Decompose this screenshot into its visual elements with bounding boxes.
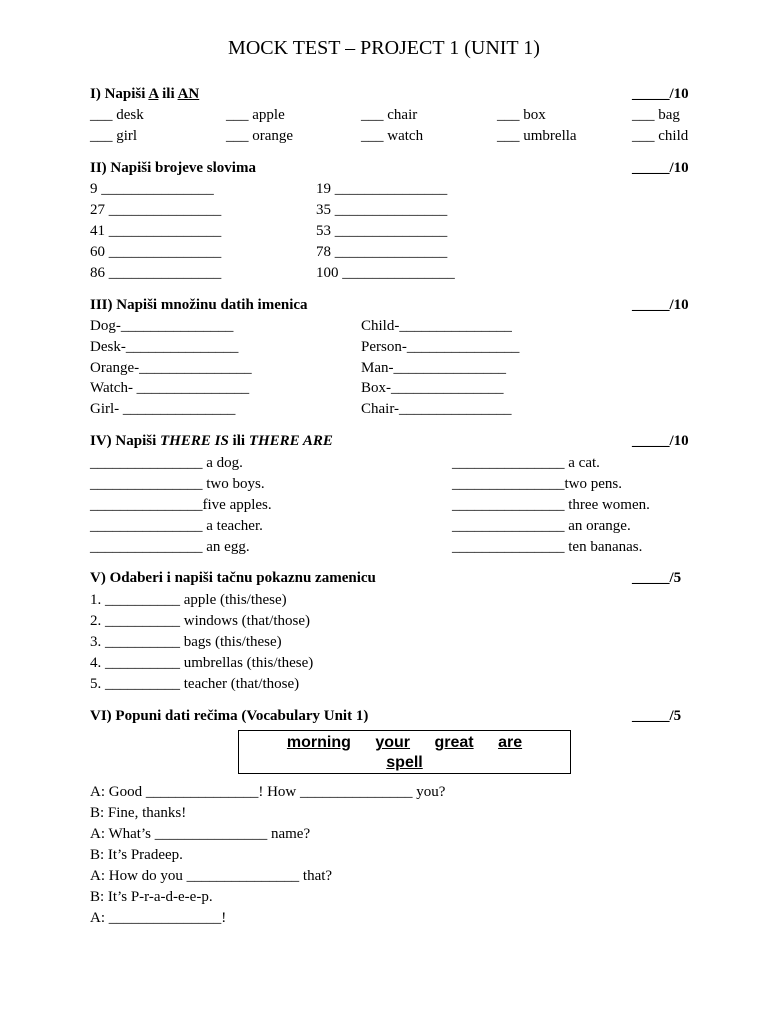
- section-4-mid: ili: [228, 433, 249, 449]
- section-3-score: _____/10: [632, 297, 689, 313]
- section-6-heading: VI) Popuni dati rečima (Vocabulary Unit 1): [90, 708, 369, 724]
- number-item: 60 _______________: [90, 244, 222, 260]
- article-item: ___ box: [497, 107, 546, 123]
- number-item: 53 _______________: [316, 223, 448, 239]
- section-5-heading: V) Odaberi i napiši tačnu pokaznu zamenicu: [90, 570, 376, 586]
- word-bank-word: spell: [386, 754, 423, 771]
- pronoun-item: 1. __________ apple (this/these): [90, 592, 287, 608]
- there-item: _______________ a dog.: [90, 455, 243, 471]
- section-1-an: AN: [177, 86, 200, 102]
- there-item: _______________ an egg.: [90, 539, 250, 555]
- page-title: MOCK TEST – PROJECT 1 (UNIT 1): [228, 37, 540, 59]
- article-item: ___ orange: [226, 128, 294, 144]
- section-1-heading: [90, 86, 199, 103]
- number-item: 100 _______________: [316, 265, 455, 281]
- there-item: _______________five apples.: [90, 497, 272, 513]
- pronoun-item: 4. __________ umbrellas (this/these): [90, 655, 314, 671]
- dialogue-line: B: It’s Pradeep.: [90, 847, 183, 863]
- number-item: 35 _______________: [316, 202, 448, 218]
- word-bank-word: are: [498, 734, 523, 751]
- there-item: _______________ a teacher.: [90, 518, 263, 534]
- section-4-heading: [90, 433, 333, 450]
- there-item: _______________ two boys.: [90, 476, 265, 492]
- plural-item: Dog-_______________: [90, 318, 234, 334]
- dialogue-line: A: What’s _______________ name?: [90, 826, 311, 842]
- article-item: ___ desk: [90, 107, 144, 123]
- plural-item: Person-_______________: [361, 339, 520, 355]
- article-item: ___ chair: [361, 107, 418, 123]
- section-3-heading: III) Napiši množinu datih imenica: [90, 297, 308, 313]
- word-bank-word: your: [375, 734, 411, 751]
- pronoun-item: 2. __________ windows (that/those): [90, 613, 310, 629]
- number-item: 78 _______________: [316, 244, 448, 260]
- dialogue-line: B: It’s P-r-a-d-e-e-p.: [90, 889, 213, 905]
- plural-item: Girl- _______________: [90, 401, 236, 417]
- number-item: 19 _______________: [316, 181, 448, 197]
- section-2-heading: II) Napiši brojeve slovima: [90, 160, 256, 176]
- article-item: ___ umbrella: [497, 128, 577, 144]
- there-item: _______________ three women.: [452, 497, 650, 513]
- plural-item: Man-_______________: [361, 360, 506, 376]
- section-2-score: _____/10: [632, 160, 689, 176]
- there-item: _______________two pens.: [452, 476, 622, 492]
- there-item: _______________ ten bananas.: [452, 539, 643, 555]
- there-item: _______________ an orange.: [452, 518, 631, 534]
- word-bank-word: great: [434, 734, 474, 751]
- article-item: ___ bag: [632, 107, 680, 123]
- section-1-score: _____/10: [632, 86, 689, 102]
- section-5-score: _____/5: [632, 570, 682, 586]
- plural-item: Orange-_______________: [90, 360, 252, 376]
- word-bank-box: [238, 730, 571, 774]
- article-item: ___ child: [632, 128, 689, 144]
- section-6-score: _____/5: [632, 708, 682, 724]
- article-item: ___ watch: [361, 128, 424, 144]
- pronoun-item: 5. __________ teacher (that/those): [90, 676, 300, 692]
- section-4-score: _____/10: [632, 433, 689, 449]
- number-item: 9 _______________: [90, 181, 214, 197]
- section-4-there-is: THERE IS: [160, 433, 229, 449]
- number-item: 27 _______________: [90, 202, 222, 218]
- word-bank-word: morning: [286, 734, 351, 751]
- section-1-a: A: [148, 86, 159, 102]
- plural-item: Desk-_______________: [90, 339, 239, 355]
- section-4-there-are: THERE ARE: [248, 433, 333, 449]
- section-1-text: I) Napiši: [90, 86, 149, 102]
- dialogue-line: A: How do you _______________ that?: [90, 868, 333, 884]
- there-item: _______________ a cat.: [452, 455, 600, 471]
- number-item: 41 _______________: [90, 223, 222, 239]
- number-item: 86 _______________: [90, 265, 222, 281]
- plural-item: Child-_______________: [361, 318, 512, 334]
- plural-item: Box-_______________: [361, 380, 504, 396]
- section-4-text: IV) Napiši: [90, 433, 161, 449]
- dialogue-line: A: Good _______________! How _______________ you?: [90, 784, 446, 800]
- plural-item: Chair-_______________: [361, 401, 512, 417]
- dialogue-line: B: Fine, thanks!: [90, 805, 187, 821]
- article-item: ___ girl: [90, 128, 138, 144]
- section-1-mid: ili: [158, 86, 178, 102]
- article-item: ___ apple: [226, 107, 285, 123]
- pronoun-item: 3. __________ bags (this/these): [90, 634, 282, 650]
- dialogue-line: A: _______________!: [90, 910, 227, 926]
- plural-item: Watch- _______________: [90, 380, 250, 396]
